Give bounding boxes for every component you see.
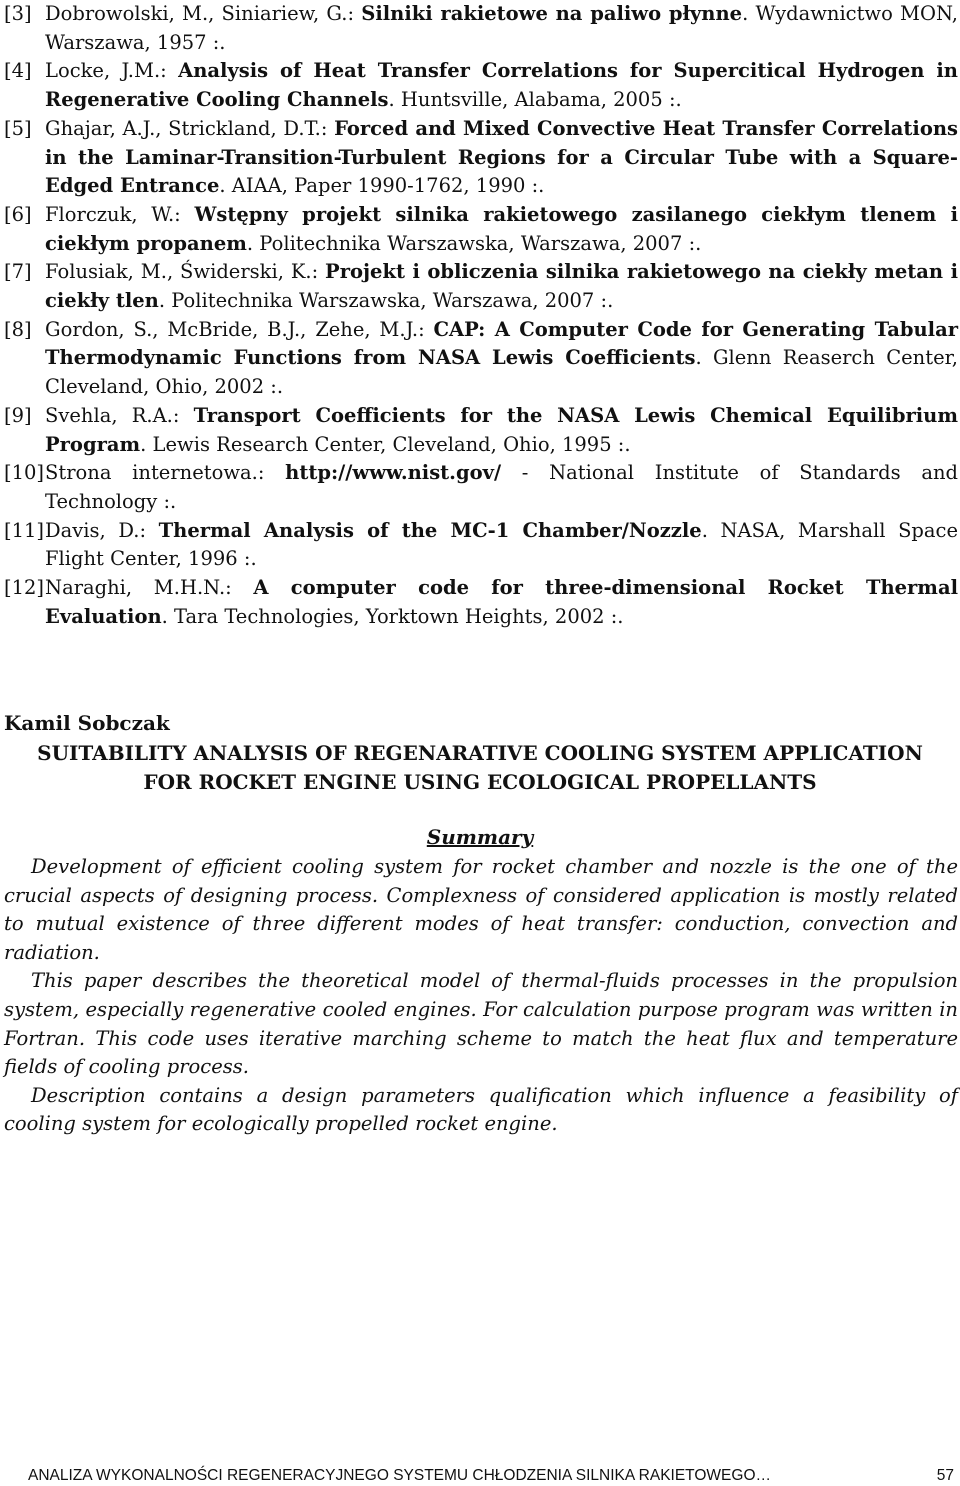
reference-authors: Florczuk, W.: <box>45 202 195 226</box>
reference-item <box>4 201 958 258</box>
reference-number: [10] <box>4 461 45 485</box>
reference-title: Silniki rakietowe na paliwo płynne <box>361 2 743 25</box>
reference-title: Wstępny projekt silnika rakietowego zasilanego ciekłym tlenem i ciekłym propanem <box>45 202 958 255</box>
author-name: Kamil Sobczak <box>4 711 170 735</box>
reference-number: [8] <box>4 317 32 341</box>
reference-publisher: . Politechnika Warszawska, Warszawa, 2007 :. <box>158 289 614 313</box>
reference-publisher: . Huntsville, Alabama, 2005 :. <box>388 88 682 112</box>
reference-authors: Strona internetowa.: <box>45 461 286 485</box>
reference-item <box>4 57 958 114</box>
page-number: 57 <box>936 1467 954 1484</box>
reference-number: [11] <box>4 518 45 542</box>
reference-publisher: . Wydawnictwo MON, Warszawa, 1957 :. <box>45 2 959 54</box>
reference-title: Thermal Analysis of the MC-1 Chamber/Nozzle <box>158 518 702 542</box>
reference-item <box>4 0 958 57</box>
reference-title: Projekt i obliczenia silnika rakietowego na ciekły metan i ciekły tlen <box>45 260 958 313</box>
reference-number: [5] <box>4 116 32 140</box>
english-title <box>0 739 960 797</box>
reference-publisher: . Tara Technologies, Yorktown Heights, 2002 :. <box>161 604 624 628</box>
reference-authors: Ghajar, A.J., Strickland, D.T.: <box>45 116 335 140</box>
reference-authors: Dobrowolski, M., Siniariew, G.: <box>45 2 362 25</box>
summary-paragraph: Description contains a design parameters qualification which influence a feasibility of cooling system for ecologically propelled rocket engine. <box>4 1083 958 1136</box>
reference-authors: Svehla, R.A.: <box>45 403 194 427</box>
reference-url: http://www.nist.gov/ <box>285 461 502 485</box>
reference-item <box>4 402 958 459</box>
reference-item <box>4 459 958 516</box>
reference-authors: Locke, J.M.: <box>45 59 179 83</box>
reference-publisher: . Lewis Research Center, Cleveland, Ohio, 1995 :. <box>140 432 631 456</box>
reference-title: Forced and Mixed Convective Heat Transfer Correlations in the Laminar-Transition-Turbulent Regions for a Circular Tube with a Square-Edged Entrance <box>45 116 958 198</box>
reference-item <box>4 115 958 201</box>
reference-authors: Davis, D.: <box>45 518 159 542</box>
reference-number: [7] <box>4 260 32 284</box>
reference-title: Analysis of Heat Transfer Correlations for Supercitical Hydrogen in Regenerative Cooling Channels <box>45 59 958 112</box>
reference-number: [9] <box>4 403 32 427</box>
reference-number: [12] <box>4 576 45 600</box>
reference-title: Transport Coefficients for the NASA Lewis Chemical Equilibrium Program <box>45 403 958 456</box>
summary-paragraph: This paper describes the theoretical model of thermal-fluids processes in the propulsion system, especially regenerative cooled engines. For calculation purpose program was written in Fortran. This code uses iterative marching scheme to match the heat flux and temperature fields of cooling process. <box>4 969 958 1079</box>
reference-item <box>4 316 958 402</box>
summary-body <box>4 853 958 1139</box>
english-title-line-1: SUITABILITY ANALYSIS OF REGENARATIVE COOLING SYSTEM APPLICATION <box>37 741 923 765</box>
reference-number: [4] <box>4 59 32 83</box>
reference-publisher: . NASA, Marshall Space Flight Center, 1996 :. <box>45 518 959 571</box>
reference-title: A computer code for three-dimensional Rocket Thermal Evaluation <box>45 576 958 628</box>
summary-paragraph: Development of efficient cooling system for rocket chamber and nozzle is the one of the crucial aspects of designing process. Complexness of considered application is mostly related to mutual existence of three different modes of heat transfer: conduction, convection and radiation. <box>4 855 958 964</box>
reference-publisher: . AIAA, Paper 1990-1762, 1990 :. <box>219 174 545 198</box>
reference-authors: Gordon, S., McBride, B.J., Zehe, M.J.: <box>45 317 434 341</box>
reference-number: [3] <box>4 2 32 25</box>
running-footer: ANALIZA WYKONALNOŚCI REGENERACYJNEGO SYSTEMU CHŁODZENIA SILNIKA RAKIETOWEGO… <box>28 1467 772 1484</box>
reference-publisher: . Glenn Reaserch Center, Cleveland, Ohio, 2002 :. <box>45 346 958 399</box>
reference-item <box>4 574 958 631</box>
summary-heading: Summary <box>426 825 534 849</box>
reference-authors: Folusiak, M., Świderski, K.: <box>45 260 326 284</box>
reference-publisher: . Politechnika Warszawska, Warszawa, 2007 :. <box>246 231 702 255</box>
reference-item <box>4 258 958 315</box>
reference-publisher: - National Institute of Standards and Technology :. <box>45 461 958 513</box>
reference-item <box>4 517 958 574</box>
reference-authors: Naraghi, M.H.N.: <box>45 576 254 600</box>
english-title-line-2: FOR ROCKET ENGINE USING ECOLOGICAL PROPELLANTS <box>143 770 817 794</box>
reference-title: CAP: A Computer Code for Generating Tabular Thermodynamic Functions from NASA Lewis Coefficients <box>45 317 959 370</box>
reference-list <box>4 0 958 631</box>
reference-number: [6] <box>4 202 32 226</box>
